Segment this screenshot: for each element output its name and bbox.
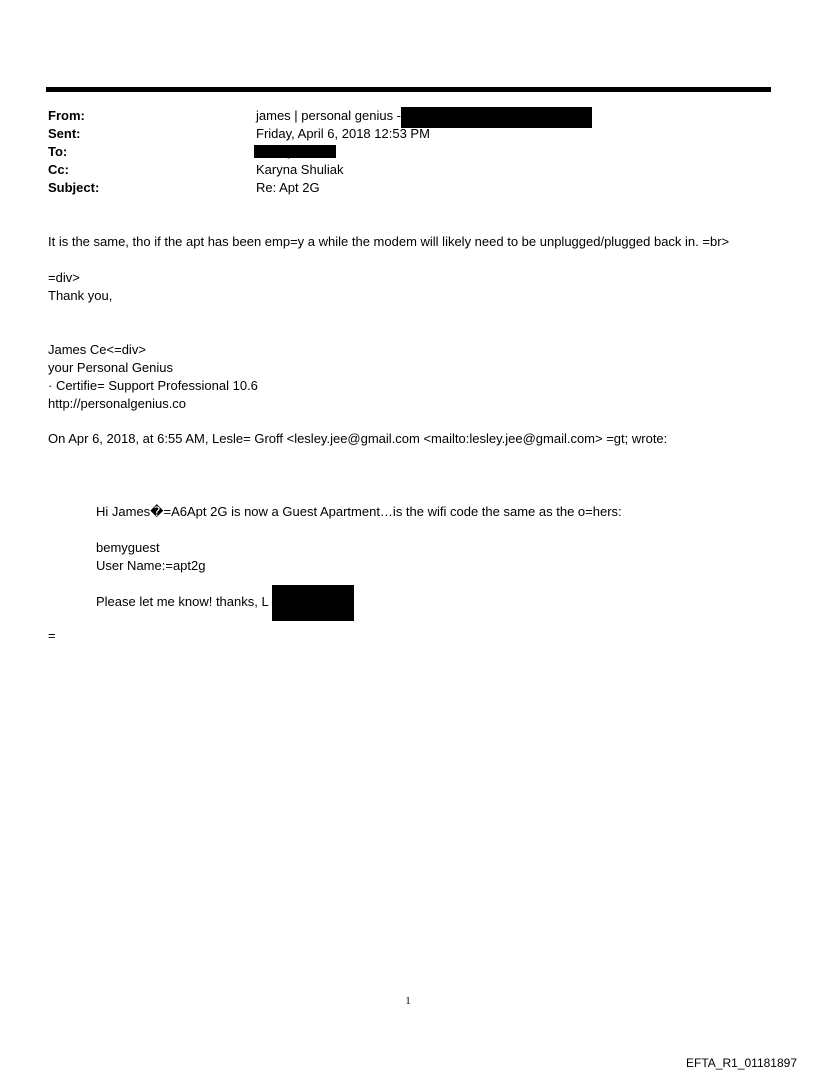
sent-value: Friday, April 6, 2018 12:53 PM [256,126,430,141]
signature-link: http://personalgenius.co [48,396,187,411]
quote-attribution: On Apr 6, 2018, at 6:55 AM, Lesle= Groff <lesley.jee@gmail.com <mailto:lesley.jee@gmail.com> =gt; wrote: [48,431,668,446]
quoted-line: Please let me know! thanks, L [96,594,269,609]
cc-value: Karyna Shuliak [256,162,344,177]
from-label: From: [48,108,85,123]
quoted-line: bemyguest [96,540,160,555]
signature-line: James Ce<=div> [48,342,146,357]
trailer-line: = [48,628,56,643]
page-number: 1 [405,995,411,1007]
body-line: It is the same, tho if the apt has been emp=y a while the modem will likely need to be unplugged/plugged back in. =br> [48,234,730,249]
subject-value: Re: Apt 2G [256,180,320,195]
to-label: To: [48,144,68,159]
quoted-line: User Name:=apt2g [96,558,206,573]
signature-line: your Personal Genius [48,360,174,375]
header-rule [46,87,771,92]
bates-number: EFTA_R1_01181897 [686,1056,797,1070]
redaction-signature [272,585,354,621]
cc-label: Cc: [48,162,69,177]
body-line: =div> [48,270,80,285]
subject-label: Subject: [48,180,100,195]
sent-label: Sent: [48,126,81,141]
redaction-to [254,145,336,158]
from-value: james | personal genius - [256,108,402,123]
body-line: Thank you, [48,288,113,303]
quoted-line: Hi James�=A6Apt 2G is now a Guest Apartment…is the wifi code the same as the o=hers: [96,504,622,519]
signature-line: · Certifie= Support Professional 10.6 [48,378,258,393]
